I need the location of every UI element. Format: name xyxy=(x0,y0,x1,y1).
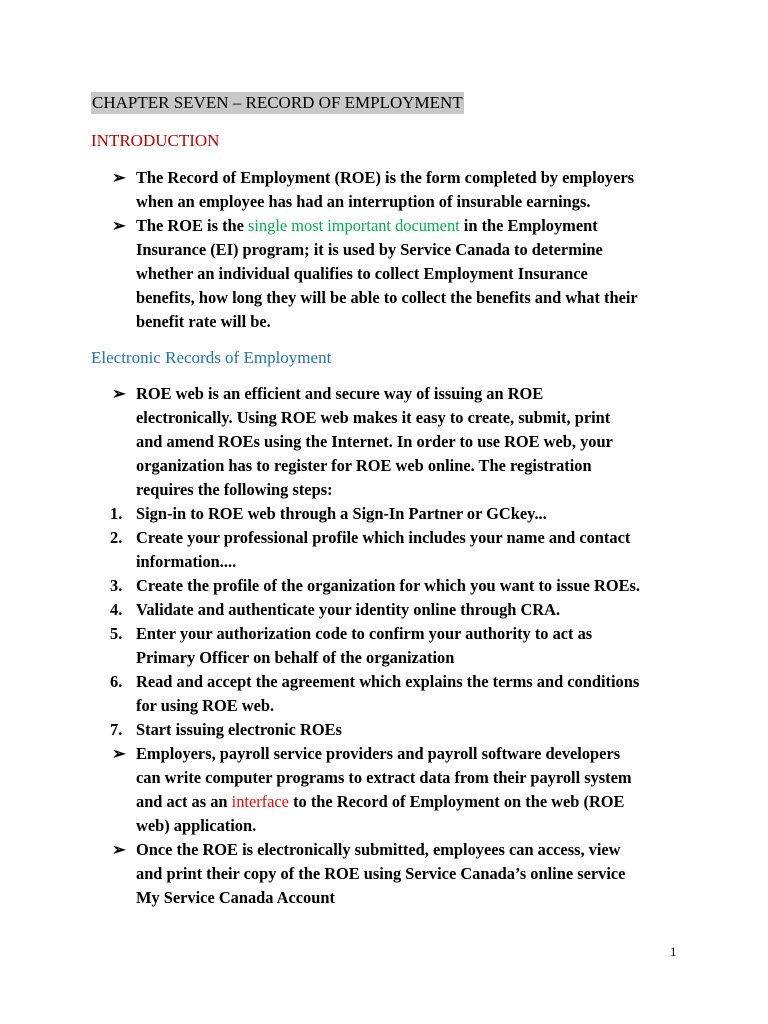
electronic-roe-heading: Electronic Records of Employment xyxy=(91,348,332,367)
step-item xyxy=(110,574,696,598)
bullet-text-line: requires the following steps: xyxy=(136,480,333,499)
step-number: 6. xyxy=(110,672,123,691)
bullet-text: in the Employment xyxy=(459,216,598,235)
step-number: 3. xyxy=(110,576,123,595)
bullet-arrow-icon: ➢ xyxy=(112,384,126,403)
step-item xyxy=(110,622,696,646)
step-number: 1. xyxy=(110,504,123,523)
step-text: Create the profile of the organization for which you want to issue ROEs. xyxy=(136,576,640,595)
step-text: Start issuing electronic ROEs xyxy=(136,720,342,739)
bullet-arrow-icon: ➢ xyxy=(112,840,126,859)
bullet-text-line: benefit rate will be. xyxy=(136,312,271,331)
step-item xyxy=(110,526,696,550)
step-number: 7. xyxy=(110,720,123,739)
bullet-item xyxy=(112,214,696,238)
bullet-text: The ROE is the xyxy=(136,216,249,235)
highlight-interface: interface xyxy=(231,792,289,811)
bullet-arrow-icon: ➢ xyxy=(112,168,126,187)
bullet-text: to the Record of Employment on the web (ROE xyxy=(288,792,625,811)
highlight-important-document: single most important document xyxy=(248,216,460,235)
bullet-text: ROE web is an efficient and secure way of issuing an ROE xyxy=(136,384,544,403)
bullet-item xyxy=(112,382,696,406)
step-item xyxy=(110,718,696,742)
step-item xyxy=(110,670,696,694)
step-text-line: for using ROE web. xyxy=(136,696,275,715)
bullet-text-line: web) application. xyxy=(136,816,257,835)
bullet-item xyxy=(112,742,696,766)
step-number: 4. xyxy=(110,600,123,619)
bullet-text-line: My Service Canada Account xyxy=(136,888,335,907)
step-text: Read and accept the agreement which explains the terms and conditions xyxy=(136,672,640,691)
bullet-text-line: Insurance (EI) program; it is used by Service Canada to determine xyxy=(136,240,603,259)
page-number: 1 xyxy=(670,944,677,959)
step-text: Enter your authorization code to confirm your authority to act as xyxy=(136,624,593,643)
chapter-title: CHAPTER SEVEN – RECORD OF EMPLOYMENT xyxy=(92,93,463,112)
bullet-text-line: and amend ROEs using the Internet. In order to use ROE web, your xyxy=(136,432,613,451)
bullet-item xyxy=(112,166,696,190)
bullet-arrow-icon: ➢ xyxy=(112,744,126,763)
electronic-roe-content xyxy=(110,382,696,910)
bullet-text-line: and print their copy of the ROE using Service Canada’s online service xyxy=(136,864,626,883)
step-text-line: Primary Officer on behalf of the organization xyxy=(136,648,455,667)
step-text: Create your professional profile which includes your name and contact xyxy=(136,528,631,547)
bullet-text: Once the ROE is electronically submitted, employees can access, view xyxy=(136,840,621,859)
bullet-text-line: can write computer programs to extract data from their payroll system xyxy=(136,768,632,787)
bullet-text: Employers, payroll service providers and payroll software developers xyxy=(136,744,621,763)
bullet-text-line: when an employee has had an interruption of insurable earnings. xyxy=(136,192,591,211)
bullet-text-line xyxy=(136,790,696,814)
bullet-text-line: organization has to register for ROE web online. The registration xyxy=(136,456,592,475)
step-text-line: information.... xyxy=(136,552,237,571)
bullet-text: and act as an xyxy=(136,792,232,811)
bullet-text-line: electronically. Using ROE web makes it easy to create, submit, print xyxy=(136,408,611,427)
intro-bullets xyxy=(112,166,696,334)
bullet-arrow-icon: ➢ xyxy=(112,216,126,235)
step-number: 5. xyxy=(110,624,123,643)
step-text: Sign-in to ROE web through a Sign-In Partner or GCkey... xyxy=(136,504,547,523)
step-item xyxy=(110,502,696,526)
bullet-text-line: benefits, how long they will be able to collect the benefits and what their xyxy=(136,288,638,307)
step-text: Validate and authenticate your identity online through CRA. xyxy=(136,600,561,619)
bullet-text: The Record of Employment (ROE) is the form completed by employers xyxy=(136,168,635,187)
bullet-text-line: whether an individual qualifies to collect Employment Insurance xyxy=(136,264,588,283)
step-number: 2. xyxy=(110,528,123,547)
bullet-item xyxy=(112,838,696,862)
intro-heading: INTRODUCTION xyxy=(91,131,220,150)
step-item xyxy=(110,598,696,622)
